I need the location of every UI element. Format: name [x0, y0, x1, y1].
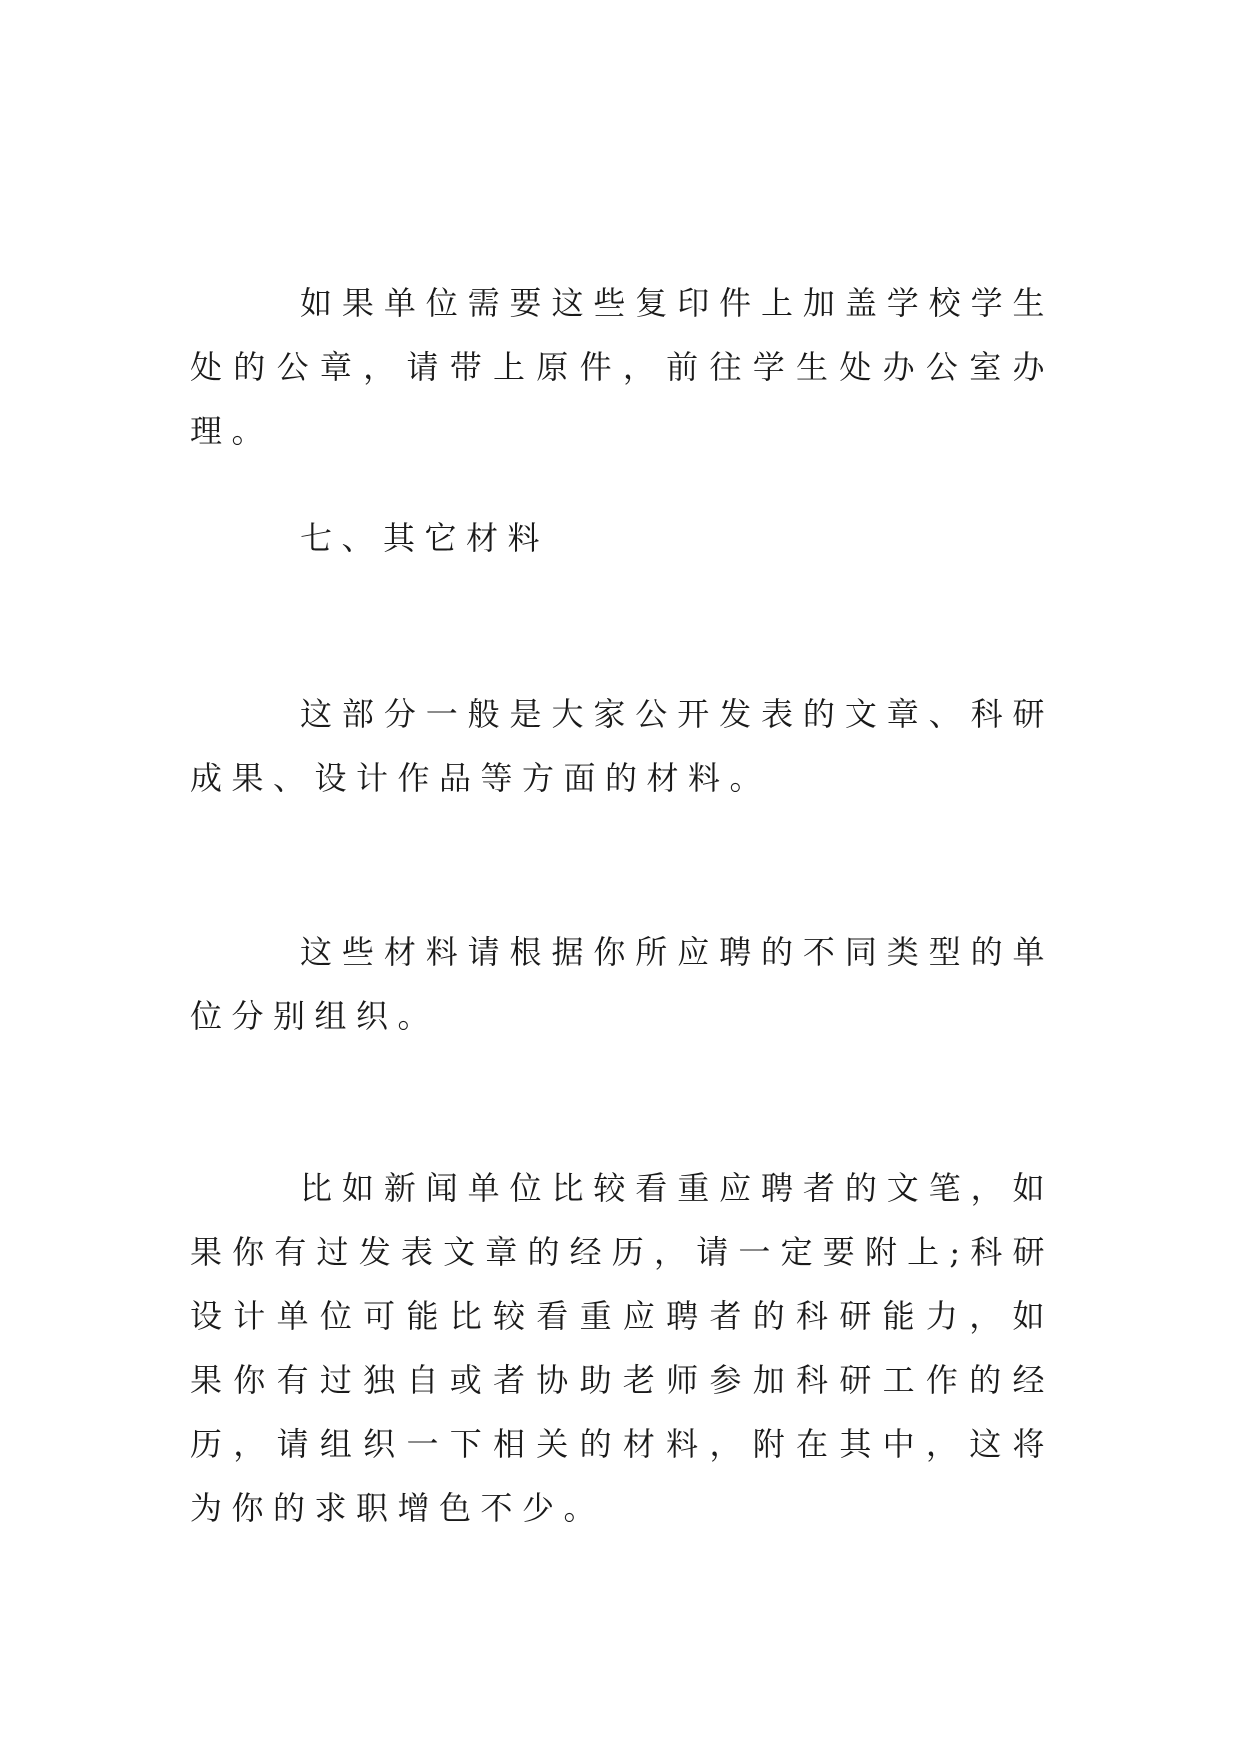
paragraph-examples: 比如新闻单位比较看重应聘者的文笔，如果你有过发表文章的经历，请一定要附上;科研设计单位可能比较看重应聘者的科研能力，如果你有过独自或者协助老师参加科研工作的经历，请组织一下相关的材料，附在其中，这将为你的求职增色不少。	[190, 1169, 1054, 1527]
section-heading-other-materials: 七、其它材料	[300, 519, 550, 557]
paragraph-materials-description: 这部分一般是大家公开发表的文章、科研成果、设计作品等方面的材料。	[190, 695, 1054, 797]
paragraph-seal-instructions: 如果单位需要这些复印件上加盖学校学生处的公章，请带上原件，前往学生处办公室办理。	[190, 284, 1054, 450]
paragraph-organize-by-unit: 这些材料请根据你所应聘的不同类型的单位分别组织。	[190, 933, 1054, 1035]
